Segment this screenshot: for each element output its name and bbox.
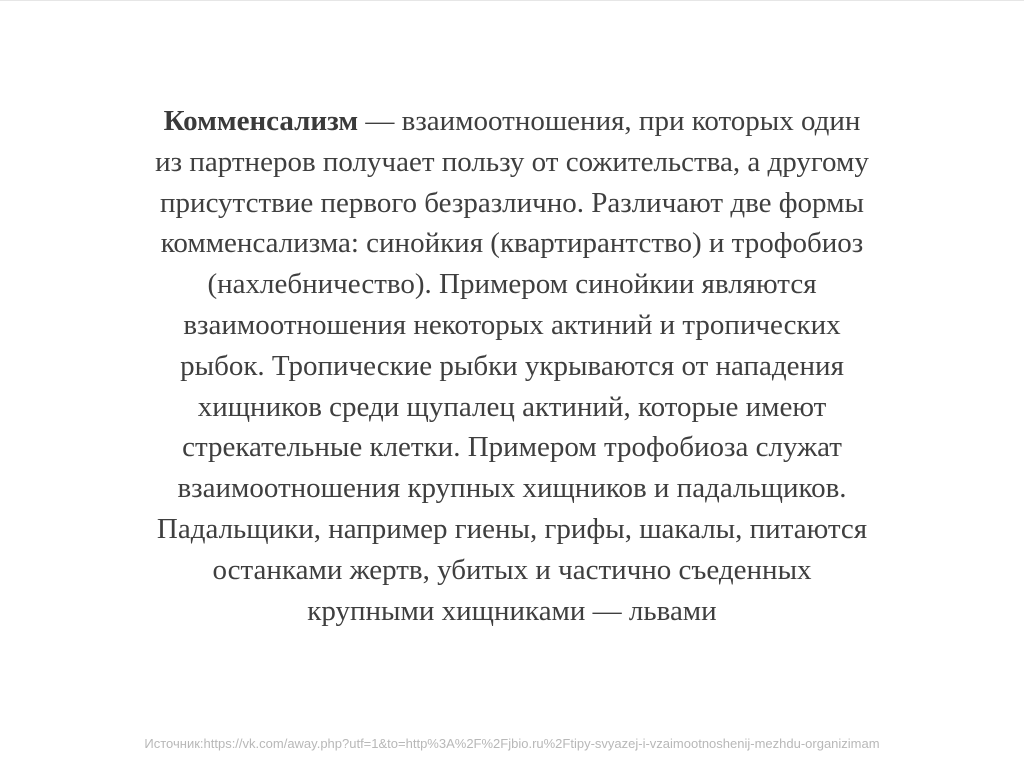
source-caption: Источник:https://vk.com/away.php?utf=1&to=http%3A%2F%2Fjbio.ru%2Ftipy-svyazej-i-vzaimootnoshenij-mezhdu-organizimam <box>144 736 880 751</box>
text-line-12: останками жертв, убитых и частично съеденных <box>212 553 812 586</box>
text-line-4: комменсализма: синойкия (квартирантство) и трофобиоз <box>160 227 864 260</box>
term-commensalism: Комменсализм <box>163 105 359 137</box>
text-line-5: (нахлебничество). Примером синойкии являются <box>207 268 817 301</box>
text-line-2: из партнеров получает пользу от сожительства, а другому <box>155 145 869 178</box>
text-line-8: хищников среди щупалец актиний, которые имеют <box>197 390 827 423</box>
text-line-6: взаимоотношения некоторых актиний и тропических <box>183 308 841 341</box>
text-line-10: взаимоотношения крупных хищников и падальщиков. <box>177 472 847 505</box>
text-line-11: Падальщики, например гиены, грифы, шакалы, питаются <box>156 512 868 545</box>
text-line-13: крупными хищниками — львами <box>307 594 717 627</box>
text-line-1-rest: — взаимоотношения, при которых один <box>358 105 861 137</box>
text-line-9: стрекательные клетки. Примером трофобиоза служат <box>182 431 842 464</box>
text-line-7: рыбок. Тропические рыбки укрываются от нападения <box>180 349 844 382</box>
slide-text <box>60 101 964 631</box>
text-line-1 <box>60 101 964 142</box>
text-line-3: присутствие первого безразлично. Различают две формы <box>160 186 864 219</box>
